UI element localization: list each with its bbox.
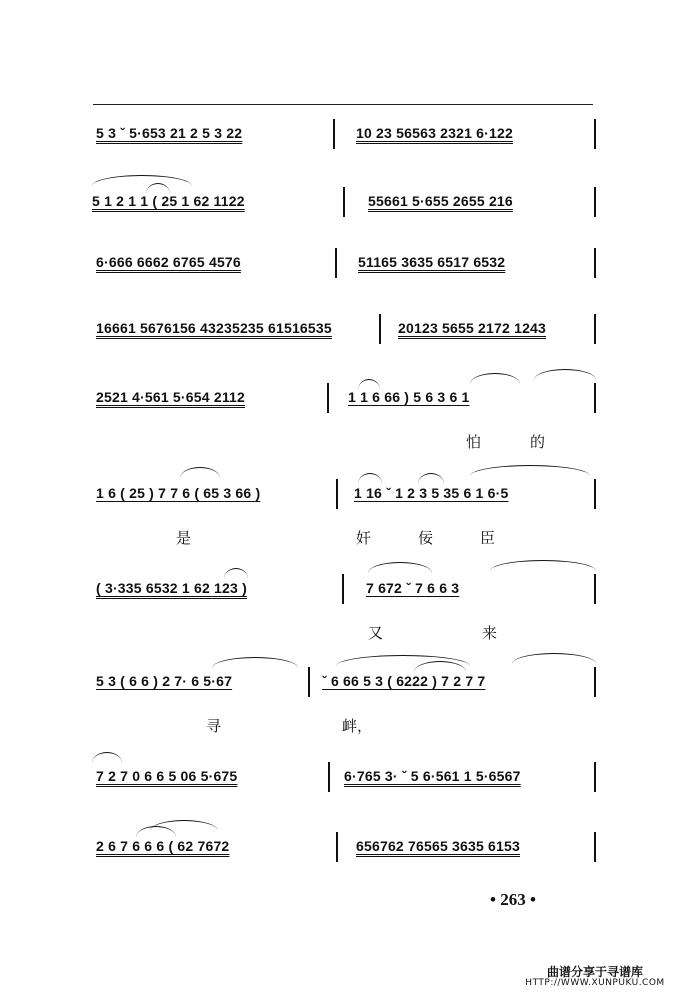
measure-group-left [92, 193, 245, 219]
watermark-url: HTTP://WWW.XUNPUKU.COM [525, 978, 665, 989]
notation-measure: 7 2 7 0 6 6 5 06 5·675 [96, 768, 238, 784]
notation-measure: 10 23 56563 2321 6·122 [356, 125, 513, 141]
measure-group-right [398, 320, 546, 346]
lyric-char: 臣 [480, 529, 496, 547]
lyric-char: 是 [176, 529, 192, 547]
watermark [520, 966, 670, 989]
measure-group-right [354, 485, 508, 511]
barline [594, 832, 596, 862]
lyric-char: 来 [482, 624, 498, 642]
page-number: • 263 • [490, 890, 536, 909]
barline [333, 119, 335, 149]
notation-measure: 2 6 7 6 6 6 ( 62 7672 [96, 838, 230, 854]
measure-group-left [96, 125, 242, 151]
notation-measure: ˇ 6 66 5 3 ( 6222 ) 7 2 7 7 [322, 673, 486, 689]
barline [594, 667, 596, 697]
score-system-8 [0, 673, 679, 763]
lyric-char: 奸 [356, 529, 372, 547]
measure-group-left [96, 768, 237, 794]
barline [328, 762, 330, 792]
measure-group-left [96, 673, 232, 699]
barline [342, 574, 344, 604]
notation-measure: 5 3 ( 6 6 ) 2 7· 6 5·67 [96, 673, 233, 689]
barline [594, 248, 596, 278]
lyric-char: 寻 [206, 717, 222, 735]
barline [343, 187, 345, 217]
measure-group-right [344, 768, 521, 794]
barline [594, 314, 596, 344]
notation-measure: 1 6 ( 25 ) 7 7 6 ( 65 3 66 ) [96, 485, 261, 501]
top-rule [93, 104, 593, 105]
barline [594, 187, 596, 217]
notation-measure: 6·765 3· ˇ 5 6·561 1 5·6567 [344, 768, 521, 784]
notation-measure: 51165 3635 6517 6532 [358, 254, 506, 270]
lyric-char: 的 [530, 433, 546, 451]
barline [308, 667, 310, 697]
notation-measure: 7 672 ˇ 7 6 6 3 [366, 580, 460, 596]
barline [594, 479, 596, 509]
notation-measure: 5 3 ˇ 5·653 21 2 5 3 22 [96, 125, 243, 141]
score-system-10 [0, 838, 679, 928]
barline [594, 383, 596, 413]
barline [327, 383, 329, 413]
barline [379, 314, 381, 344]
measure-group-right [356, 125, 513, 151]
lyric-char: 衅， [342, 717, 373, 735]
notation-measure: 6·666 6662 6765 4576 [96, 254, 241, 270]
measure-group-right [368, 193, 513, 219]
notation-measure: 20123 5655 2172 1243 [398, 320, 547, 336]
score-system-5 [0, 389, 679, 479]
lyric-char: 怕 [466, 433, 482, 451]
barline [594, 574, 596, 604]
measure-group-left [96, 485, 260, 511]
notation-measure: 1 1 6 66 ) 5 6 3 6 1 [348, 389, 470, 405]
measure-group-left [96, 580, 247, 606]
notation-measure: 1 16 ˇ 1 2 3 5 35 6 1 6·5 [354, 485, 509, 501]
measure-group-right [366, 580, 459, 606]
notation-measure: 2521 4·561 5·654 2112 [96, 389, 245, 405]
notation-measure: ( 3·335 6532 1 62 123 ) [96, 580, 247, 596]
lyric-char: 佞 [418, 529, 434, 547]
lyric-char: 又 [368, 624, 384, 642]
watermark-title: 曲谱分享于寻谱库 [546, 965, 643, 979]
measure-group-right [322, 673, 485, 699]
measure-group-left [96, 838, 229, 864]
measure-group-left [96, 254, 241, 280]
measure-group-right [356, 838, 520, 864]
notation-measure: 55661 5·655 2655 216 [368, 193, 513, 209]
measure-group-left [96, 320, 332, 346]
notation-measure: 5 1 2 1 1 ( 25 1 62 1122 [92, 193, 245, 209]
notation-measure: 656762 76565 3635 6153 [356, 838, 521, 854]
barline [335, 248, 337, 278]
barline [594, 119, 596, 149]
barline [336, 479, 338, 509]
score-system-6 [0, 485, 679, 575]
barline [336, 832, 338, 862]
measure-group-right [358, 254, 505, 280]
measure-group-right [348, 389, 470, 415]
barline [594, 762, 596, 792]
notation-measure: 16661 5676156 43235235 61516535 [96, 320, 332, 336]
measure-group-left [96, 389, 245, 415]
